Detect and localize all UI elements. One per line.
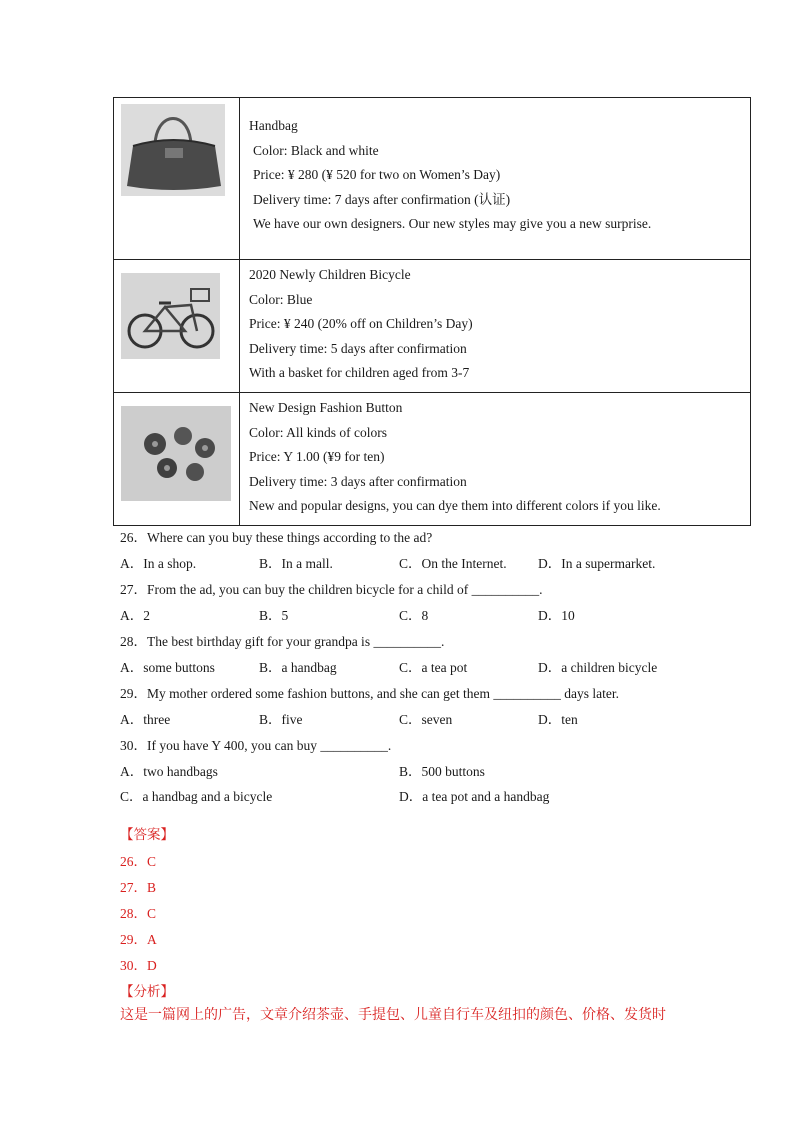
- option-26-c: C．On the Internet.: [399, 556, 507, 571]
- question-30: 30．If you have Y 400, you can buy __________.: [120, 738, 392, 753]
- product-image-cell: [114, 260, 240, 392]
- answer-item: 29．A: [120, 932, 157, 947]
- product-image-cell: [114, 393, 240, 525]
- buttons-photo-icon: [121, 406, 231, 501]
- analysis-heading: 【分析】: [120, 984, 174, 999]
- option-27-a: A．2: [120, 608, 150, 623]
- bicycle-photo-icon: [121, 273, 220, 359]
- option-29-b: B．five: [259, 712, 303, 727]
- option-30-b: B．500 buttons: [399, 764, 485, 779]
- product-note: New and popular designs, you can dye them into different colors if you like.: [249, 498, 661, 513]
- option-28-b: B．a handbag: [259, 660, 337, 675]
- question-29: 29．My mother ordered some fashion buttons, and she can get them __________ days later.: [120, 686, 620, 701]
- option-29-a: A．three: [120, 712, 171, 727]
- answer-heading: 【答案】: [120, 827, 174, 842]
- option-29-d: D．ten: [538, 712, 578, 727]
- option-30-c: C．a handbag and a bicycle: [120, 789, 273, 804]
- answer-item: 30．D: [120, 958, 157, 973]
- product-color: Color: All kinds of colors: [249, 424, 387, 440]
- question-26: 26．Where can you buy these things according to the ad?: [120, 530, 433, 545]
- product-price: Price: ¥ 240 (20% off on Children’s Day): [249, 316, 473, 331]
- product-description: [240, 393, 750, 525]
- product-note: We have our own designers. Our new styles may give you a new surprise.: [253, 216, 652, 231]
- answer-item: 26．C: [120, 854, 157, 869]
- product-price: Price: ¥ 280 (¥ 520 for two on Women’s Day): [253, 167, 501, 182]
- product-description: [240, 260, 750, 392]
- product-row-buttons: [114, 393, 750, 525]
- question-27: 27．From the ad, you can buy the children bicycle for a child of __________.: [120, 582, 543, 597]
- product-delivery: Delivery time: 7 days after confirmation (认证): [253, 191, 511, 207]
- product-price: Price: Y 1.00 (¥9 for ten): [249, 449, 385, 464]
- option-26-b: B．In a mall.: [259, 556, 333, 571]
- analysis-text: 这是一篇网上的广告，文章介绍茶壶、手提包、儿童自行车及纽扣的颜色、价格、发货时: [120, 1007, 666, 1023]
- product-row-handbag: [114, 98, 750, 260]
- product-description: [240, 98, 750, 259]
- product-name: Handbag: [249, 118, 298, 133]
- product-name: 2020 Newly Children Bicycle: [249, 267, 411, 282]
- product-delivery: Delivery time: 3 days after confirmation: [249, 473, 467, 489]
- product-delivery: Delivery time: 5 days after confirmation: [249, 340, 467, 356]
- option-27-c: C．8: [399, 608, 429, 623]
- handbag-photo-icon: [121, 104, 225, 196]
- question-28: 28．The best birthday gift for your grandpa is __________.: [120, 634, 445, 649]
- product-note: With a basket for children aged from 3-7: [249, 365, 470, 380]
- option-26-d: D．In a supermarket.: [538, 556, 656, 571]
- product-color: Color: Black and white: [253, 142, 379, 158]
- option-28-a: A．some buttons: [120, 660, 215, 675]
- option-28-d: D．a children bicycle: [538, 660, 658, 675]
- product-name: New Design Fashion Button: [249, 400, 403, 415]
- product-ad-table: [113, 97, 751, 526]
- product-color: Color: Blue: [249, 291, 313, 307]
- option-27-b: B．5: [259, 608, 289, 623]
- option-29-c: C．seven: [399, 712, 453, 727]
- product-row-bicycle: [114, 260, 750, 393]
- option-28-c: C．a tea pot: [399, 660, 468, 675]
- option-26-a: A．In a shop.: [120, 556, 197, 571]
- product-image-cell: [114, 98, 240, 259]
- answer-item: 28．C: [120, 906, 157, 921]
- option-27-d: D．10: [538, 608, 575, 623]
- answer-item: 27．B: [120, 880, 157, 895]
- option-30-a: A．two handbags: [120, 764, 218, 779]
- option-30-d: D．a tea pot and a handbag: [399, 789, 550, 804]
